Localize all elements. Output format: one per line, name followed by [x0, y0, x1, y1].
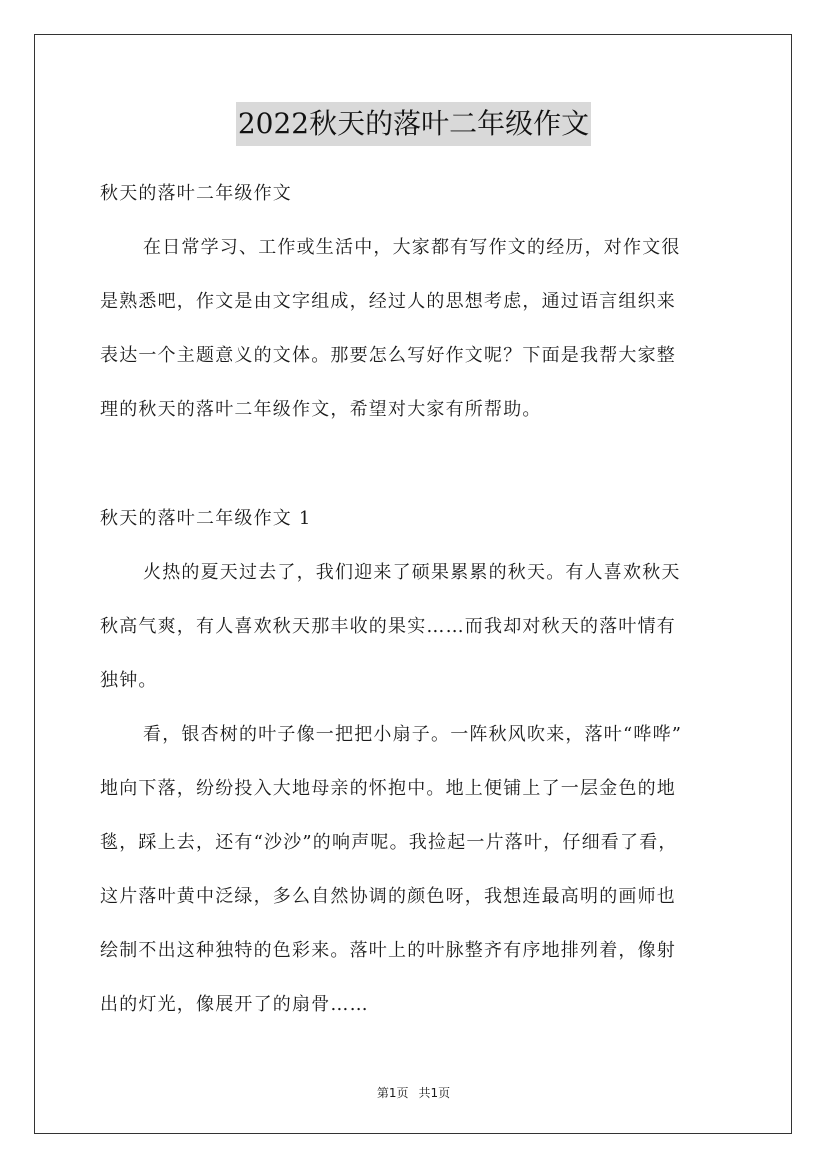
- para1-line-1: 火热的夏天过去了，我们迎来了硕果累累的秋天。有人喜欢秋天: [143, 562, 681, 583]
- intro-line-2: 是熟悉吧，作文是由文字组成，经过人的思想考虑，通过语言组织来: [100, 291, 676, 312]
- para2-line-3: 毯，踩上去，还有“沙沙”的响声呢。我捡起一片落叶，仔细看了看，: [100, 832, 678, 853]
- page-footer: [0, 1085, 827, 1101]
- para1-line-2: 秋高气爽，有人喜欢秋天那丰收的果实……而我却对秋天的落叶情有: [100, 616, 676, 637]
- page-total: 共1页: [418, 1086, 451, 1100]
- para2-line-4: 这片落叶黄中泛绿，多么自然协调的颜色呀，我想连最高明的画师也: [100, 886, 676, 907]
- page-number: 第1页: [376, 1086, 409, 1100]
- para1-line-3: 独钟。: [100, 670, 158, 691]
- section-heading: 秋天的落叶二年级作文 1: [100, 508, 312, 529]
- intro-line-4: 理的秋天的落叶二年级作文，希望对大家有所帮助。: [100, 399, 542, 420]
- document-subtitle: 秋天的落叶二年级作文: [100, 183, 292, 204]
- para2-line-1: 看，银杏树的叶子像一把把小扇子。一阵秋风吹来，落叶“哗哗”: [143, 724, 683, 745]
- para2-line-6: 出的灯光，像展开了的扇骨……: [100, 994, 369, 1015]
- para2-line-2: 地向下落，纷纷投入大地母亲的怀抱中。地上便铺上了一层金色的地: [100, 778, 676, 799]
- document-title: 2022秋天的落叶二年级作文: [236, 102, 591, 146]
- intro-line-1: 在日常学习、工作或生活中，大家都有写作文的经历，对作文很: [143, 237, 681, 258]
- title-container: [0, 102, 827, 146]
- intro-line-3: 表达一个主题意义的文体。那要怎么写好作文呢？下面是我帮大家整: [100, 345, 676, 366]
- para2-line-5: 绘制不出这种独特的色彩来。落叶上的叶脉整齐有序地排列着，像射: [100, 940, 676, 961]
